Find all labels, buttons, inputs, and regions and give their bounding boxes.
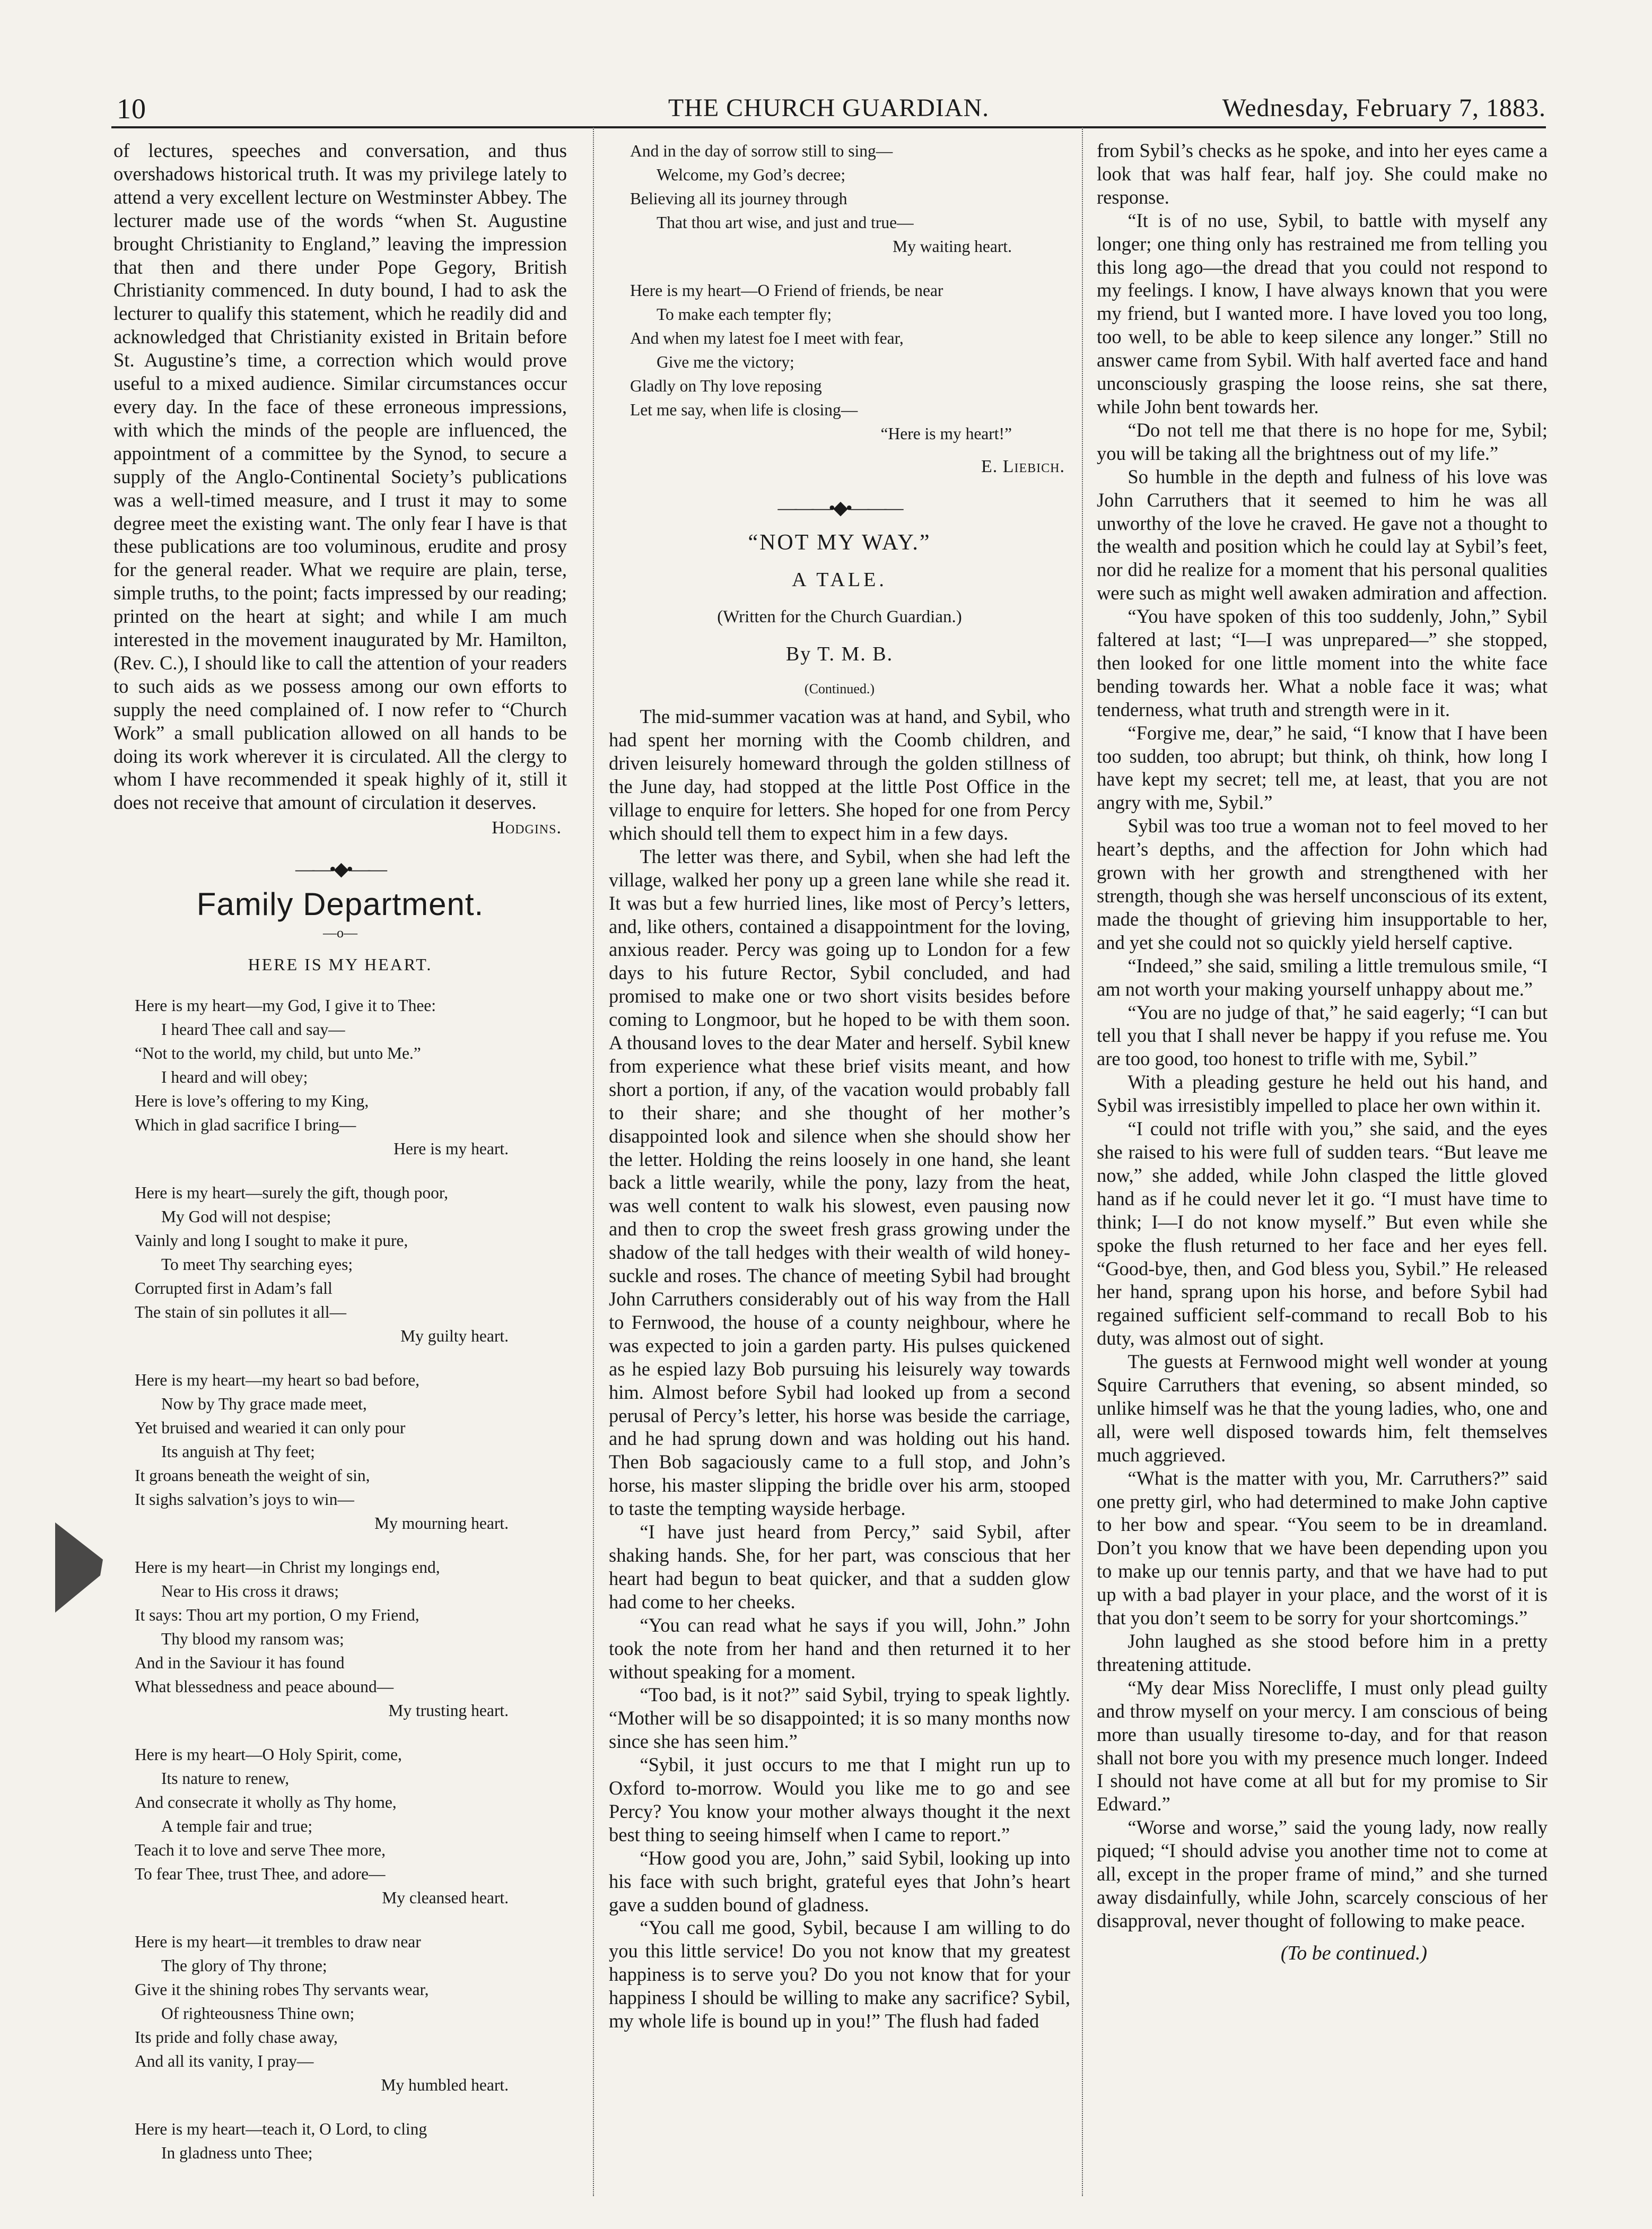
tale-paragraph: “My dear Miss Norecliffe, I must only plead guilty and throw myself on your mercy. I am conscious of being more than usually tiresome to-day, and for that reason shall not bore you with my presence much longer. Indeed I should not have come at all but for my promise to Sir Edward.”	[1097, 1676, 1548, 1815]
poem-stanza	[113, 994, 567, 1161]
poem-stanza	[609, 278, 1070, 446]
tale-paragraph: With a pleading gesture he held out his hand, and Sybil was irresistibly impelled to place her own within it.	[1097, 1071, 1548, 1117]
poem-line: Here is my heart.	[394, 1139, 509, 1158]
poem-line: Gladly on Thy love reposing	[630, 377, 822, 395]
tale-paragraph: “You have spoken of this too suddenly, John,” Sybil faltered at last; “I—I was unprepared—” she stopped, then looked for one little moment into the white face bending towards her. What a noble face it was; what tenderness, what truth and strength were in it.	[1097, 605, 1548, 720]
poem-line: Here is my heart—my heart so bad before,	[135, 1370, 420, 1389]
to-be-continued: (To be continued.)	[1280, 1941, 1428, 1964]
poem-continuation	[609, 139, 1070, 446]
poem-line: Now by Thy grace made meet,	[161, 1394, 367, 1413]
column-1	[113, 139, 567, 2185]
column-2	[609, 139, 1070, 2033]
tale-title: “NOT MY WAY.”	[748, 530, 931, 555]
tale-paragraph: “Indeed,” she said, smiling a little tremulous smile, “I am not worth your making yourself unhappy about me.”	[1097, 954, 1548, 1000]
page-number: 10	[117, 93, 146, 125]
poem-line: It groans beneath the weight of sin,	[135, 1466, 370, 1485]
poem-line: Welcome, my God’s decree;	[657, 166, 846, 184]
poem-line: Its nature to renew,	[161, 1769, 290, 1788]
poem-stanza	[113, 1368, 567, 1535]
poem-line: To make each tempter fly;	[657, 305, 832, 324]
poem-line: And when my latest foe I meet with fear,	[630, 329, 904, 347]
column-rule-1	[593, 127, 594, 2196]
column-rule-2	[1082, 127, 1083, 2196]
poem-line: Believing all its journey through	[630, 189, 847, 208]
poem-line: The glory of Thy throne;	[161, 1956, 327, 1975]
poem-line: Teach it to love and serve Thee more,	[135, 1840, 386, 1859]
poem-line: Here is love’s offering to my King,	[135, 1091, 369, 1110]
tale-paragraph: “You can read what he says if you will, John.” John took the note from her hand and then returned it to her without speaking for a moment.	[609, 1614, 1070, 1683]
letter-signature: Hodgins.	[492, 818, 562, 838]
section-ornament: ——•◆•——	[295, 858, 385, 880]
tale-paragraph: “Forgive me, dear,” he said, “I know that I have been too sudden, too abrupt; but think, oh think, how long I have kept my secret; tell me, at least, that you are not angry with me, Sybil.”	[1097, 721, 1548, 814]
tale-paragraph: “Worse and worse,” said the young lady, now really piqued; “I should advise you another time not to come at all, except in the proper frame of mind,” and she turned away disdainfully, while John, scarcely conscious of her disapproval, never thought of following to make peace.	[1097, 1816, 1548, 1931]
poem-title: HERE IS MY HEART.	[248, 954, 433, 974]
poem-line: Yet bruised and wearied it can only pour	[135, 1418, 406, 1437]
poem-line: Here is my heart—in Christ my longings end,	[135, 1557, 440, 1577]
poem-line: My God will not despise;	[161, 1207, 331, 1226]
poem-line: Of righteousness Thine own;	[161, 2004, 355, 2023]
poem-line: My waiting heart.	[893, 237, 1012, 256]
tale-byline: By T. M. B.	[785, 642, 894, 665]
poem-line: And consecrate it wholly as Thy home,	[135, 1792, 397, 1812]
department-title: Family Department.	[196, 886, 484, 922]
tale-paragraph: “Too bad, is it not?” said Sybil, trying to speak lightly. “Mother will be so disappointed; it is so many months now since she has seen him.”	[609, 1684, 1070, 1753]
poem-line: Vainly and long I sought to make it pure,	[135, 1231, 408, 1250]
poem-line: Thy blood my ransom was;	[161, 1629, 344, 1648]
poem-line: It sighs salvation’s joys to win—	[135, 1490, 354, 1509]
poem-line: A temple fair and true;	[161, 1816, 313, 1835]
poem-line: My mourning heart.	[374, 1513, 509, 1533]
tale-paragraph: “It is of no use, Sybil, to battle with myself any longer; one thing only has restrained me from telling you this long ago—the dread that you could not respond to my feelings. I know, I have always known that you were my friend, but I wanted more. I have loved you too long, too well, to be able to keep silence any longer.” Still no answer came from Sybil. With half averted face and hand unconsciously grasping the loose reins, she sat there, while John bent towards her.	[1097, 209, 1548, 417]
poem-line: Let me say, when life is closing—	[630, 400, 858, 419]
poem-line: The stain of sin pollutes it all—	[135, 1302, 346, 1321]
poem-line: My trusting heart.	[388, 1701, 509, 1720]
poem-line: My guilty heart.	[400, 1326, 509, 1345]
tale-paragraph: Sybil was too true a woman not to feel moved to her heart’s depths, and the affection for John which had grown with her growth and strengthened with her strength, though she was herself unconscious of its extent, made the thought of grieving him insupportable to her, and yet she could not so quickly yield herself captive.	[1097, 815, 1548, 953]
poem-line: And all its vanity, I pray—	[135, 2051, 314, 2070]
tale-paragraph: “I could not trifle with you,” she said, and the eyes she raised to his were full of sudden tears. “But leave me now,” she added, while John clasped the little gloved hand as if he could never let it go. “I must have time to think; I—I do not know myself.” But even while she spoke the flush returned to her face and her eyes fell. “Good-bye, then, and God bless you, Sybil.” He released her hand, sprang upon his horse, and before Sybil had regained sufficient self-command to recall Bob to his duty, was almost out of sight.	[1097, 1118, 1548, 1349]
tale-paragraph: from Sybil’s checks as he spoke, and into her eyes came a look that was half fear, half joy. She could make no response.	[1097, 140, 1548, 208]
tale-paragraph: “You call me good, Sybil, because I am willing to do you this little service! Do you not know that my greatest happiness is to serve you? Do you not know that for your happiness I should be willing to make any sacrifice? Sybil, my whole life is bound up in you!” The flush had faded	[609, 1917, 1070, 2032]
poem-line: What blessedness and peace abound—	[135, 1677, 394, 1696]
tale-paragraph: “Do not tell me that there is no hope for me, Sybil; you will be taking all the brightness out of my life.”	[1097, 419, 1548, 464]
letter-paragraph: of lectures, speeches and conversation, and thus overshadows historical truth. It was my privilege lately to attend a very excellent lecture on Westminster Abbey. The lecturer made use of the words “when St. Augustine brought Christianity to England,” leaving the impression that then and there under Pope Gegory, British Christianity commenced. In duty bound, I had to ask the lecturer to qualify this statement, which he readily did and acknowledged that Christianity existed in Britain before St. Augustine’s time, a correction which would prove useful to a mixed audience. Similar circumstances occur every day. In the face of these erroneous impressions, with which the minds of the people are influenced, the appointment of a committee by the Synod, to secure a supply of the Anglo-Continental Society’s publications was a well-timed measure, and I trust it may to some degree meet the existing want. The only fear I have is that these publications are too voluminous, erudite and prosy for the general reader. What we require are plain, terse, simple truths, to the point; facts impressed by our reading; printed on the heart at sight; and while I am much interested in the movement inaugurated by Mr. Hamilton, (Rev. C.), I should like to call the attention of your readers to such aids as we possess among our own efforts to supply the need complained of. I now refer to “Church Work” a small publication allowed on all hands to be doing its work wherever it is circulated. All the clergy to whom I have recommended it speak highly of it, still it does not receive that amount of circulation it deserves.	[113, 140, 567, 814]
poem-line: Here is my heart—O Holy Spirit, come,	[135, 1745, 402, 1764]
tale-paragraph: The guests at Fernwood might well wonder at young Squire Carruthers that evening, so absent minded, so unlike himself was he that the young ladies, who, one and all, were well disposed towards him, felt themselves much aggrieved.	[1097, 1351, 1548, 1466]
poem-line: Which in glad sacrifice I bring—	[135, 1115, 356, 1134]
tale-subtitle: A TALE.	[792, 568, 887, 591]
tale-paragraph: “Sybil, it just occurs to me that I might run up to Oxford to-morrow. Would you like me to go and see Percy? You know your mother always thought it the next best thing to seeing himself when I came to report.”	[609, 1754, 1070, 1845]
poem-line: Here is my heart—my God, I give it to Thee:	[135, 996, 436, 1015]
poem-line: It says: Thou art my portion, O my Friend,	[135, 1605, 419, 1624]
poem-line: Near to His cross it draws;	[161, 1581, 339, 1600]
tale-paragraph: The mid-summer vacation was at hand, and Sybil, who had spent her morning with the Coomb children, and driven leisurely homeward through the golden stillness of the June day, had stopped at the little Post Office in the village to enquire for letters. She hoped for one from Percy which should tell them to expect him in a few days.	[609, 706, 1070, 844]
tale-continued-label: (Continued.)	[804, 681, 875, 697]
tale-paragraph: So humble in the depth and fulness of his love was John Carruthers that it seemed to him he was all unworthy of the love he craved. He gave not a thought to the wealth and position which he could lay at Sybil’s feet, nor did he realize for a moment that his personal qualities were such as might well awaken admiration and affection.	[1097, 465, 1548, 604]
poem-line: My cleansed heart.	[382, 1888, 509, 1907]
newspaper-title: THE CHURCH GUARDIAN.	[668, 94, 990, 122]
poem-line: To meet Thy searching eyes;	[161, 1255, 353, 1274]
poem-line: And in the day of sorrow still to sing—	[630, 142, 893, 160]
poem-line: To fear Thee, trust Thee, and adore—	[135, 1864, 386, 1883]
small-ornament: —o—	[323, 925, 357, 941]
column-3	[1097, 139, 1548, 1965]
tale-note: (Written for the Church Guardian.)	[717, 607, 962, 626]
poem-here-is-my-heart	[113, 994, 567, 2165]
poem-line: That thou art wise, and just and true—	[657, 213, 914, 232]
poem-stanza	[113, 1930, 567, 2097]
poem-line: I heard and will obey;	[161, 1067, 308, 1086]
poem-line: Corrupted first in Adam’s fall	[135, 1278, 333, 1298]
tale-body-continued	[1097, 139, 1548, 1932]
poem-line: “Not to the world, my child, but unto Me.”	[135, 1043, 421, 1063]
poem-line: My humbled heart.	[381, 2075, 509, 2094]
tale-paragraph: “I have just heard from Percy,” said Sybil, after shaking hands. She, for her part, was conscious that her heart had begun to beat quicker, and that a sudden glow had come to her cheeks.	[609, 1521, 1070, 1613]
tale-paragraph: The letter was there, and Sybil, when she had left the village, walked her pony up a green lane while she read it. It was but a few hurried lines, like most of Percy’s letters, and, like others, contained a disappointment for the loving, anxious reader. Percy was going up to London for a few days to his future Rector, Sybil concluded, and had promised to make one or two short visits besides before coming to Longmoor, but he hoped to be with them soon. A thousand loves to the dear Mater and herself. Sybil knew from experience what these brief visits meant, and how short a portion, if any, of the vacation would probably fall to their share; and she thought of her mother’s disappointed look and silence when she should show her the letter. Holding the reins loosely in one hand, she leant back a little wearily, while the pony, lazy from the heat, was well content to walk his slowest, even pausing now and then to crop the sweet fresh grass growing under the shadow of the tall hedges with their wealth of wild honey-suckle and roses. The chance of meeting Sybil had brought John Carruthers considerably out of his way from the Hall to Fernwood, the house of a county neighbour, where he was expected to join a garden party. His pulses quickened as he espied lazy Bob pursuing his leisurely way towards him. Almost before Sybil had looked up from a second perusal of Percy’s letter, his horse was beside the carriage, and he had sprung down and was holding out his hand. Then Bob sagaciously came to a full stop, and John’s horse, his master slipping the bridle over his arm, stooped to taste the tempting wayside herbage.	[609, 845, 1070, 1520]
poem-line: And in the Saviour it has found	[135, 1653, 345, 1672]
poem-line: Here is my heart—O Friend of friends, be near	[630, 281, 943, 300]
poem-line: I heard Thee call and say—	[161, 1020, 345, 1039]
poem-line: Here is my heart—teach it, O Lord, to cling	[135, 2119, 427, 2138]
poem-stanza	[113, 1181, 567, 1348]
poem-line: Give me the victory;	[657, 353, 794, 371]
poem-line: Here is my heart—surely the gift, though poor,	[135, 1183, 448, 1202]
poem-line: Here is my heart—it trembles to draw near	[135, 1932, 421, 1951]
poem-stanza	[113, 1743, 567, 1910]
tale-paragraph: John laughed as she stood before him in a pretty threatening attitude.	[1097, 1630, 1548, 1675]
poem-stanza	[609, 139, 1070, 258]
binding-hole-mark	[50, 1517, 108, 1618]
tale-body	[609, 705, 1070, 2033]
poem-line: “Here is my heart!”	[880, 424, 1012, 443]
poem-line: Its anguish at Thy feet;	[161, 1442, 315, 1461]
header-rule	[111, 126, 1546, 128]
poem-signature: E. Liebich.	[981, 457, 1065, 476]
poem-stanza	[113, 2117, 567, 2165]
poem-line: Its pride and folly chase away,	[135, 2027, 338, 2047]
page-header	[111, 89, 1546, 126]
poem-line: Give it the shining robes Thy servants wear,	[135, 1980, 429, 1999]
tale-paragraph: “You are no judge of that,” he said eagerly; “I can but tell you that I shall never be happy if you refuse me. You are too good, too honest to trifle with me, Sybil.”	[1097, 1001, 1548, 1070]
poem-stanza	[113, 1555, 567, 1722]
tale-paragraph: “How good you are, John,” said Sybil, looking up into his face with such bright, grateful eyes that John’s heart gave a sudden bound of gladness.	[609, 1847, 1070, 1915]
tale-paragraph: “What is the matter with you, Mr. Carruthers?” said one pretty girl, who had determined to make John captive to her bow and spear. “You seem to be in dreamland. Don’t you know that we have been depending upon you to make up our tennis party, and that we have had to put up with a bad player in your place, and the worst of it is that you don’t seem to be sorry for your shortcomings.”	[1097, 1467, 1548, 1629]
issue-date: Wednesday, February 7, 1883.	[1222, 94, 1546, 122]
poem-line: In gladness unto Thee;	[161, 2143, 313, 2162]
section-ornament: ———•◆•———	[777, 497, 902, 518]
letter-body	[113, 139, 567, 814]
